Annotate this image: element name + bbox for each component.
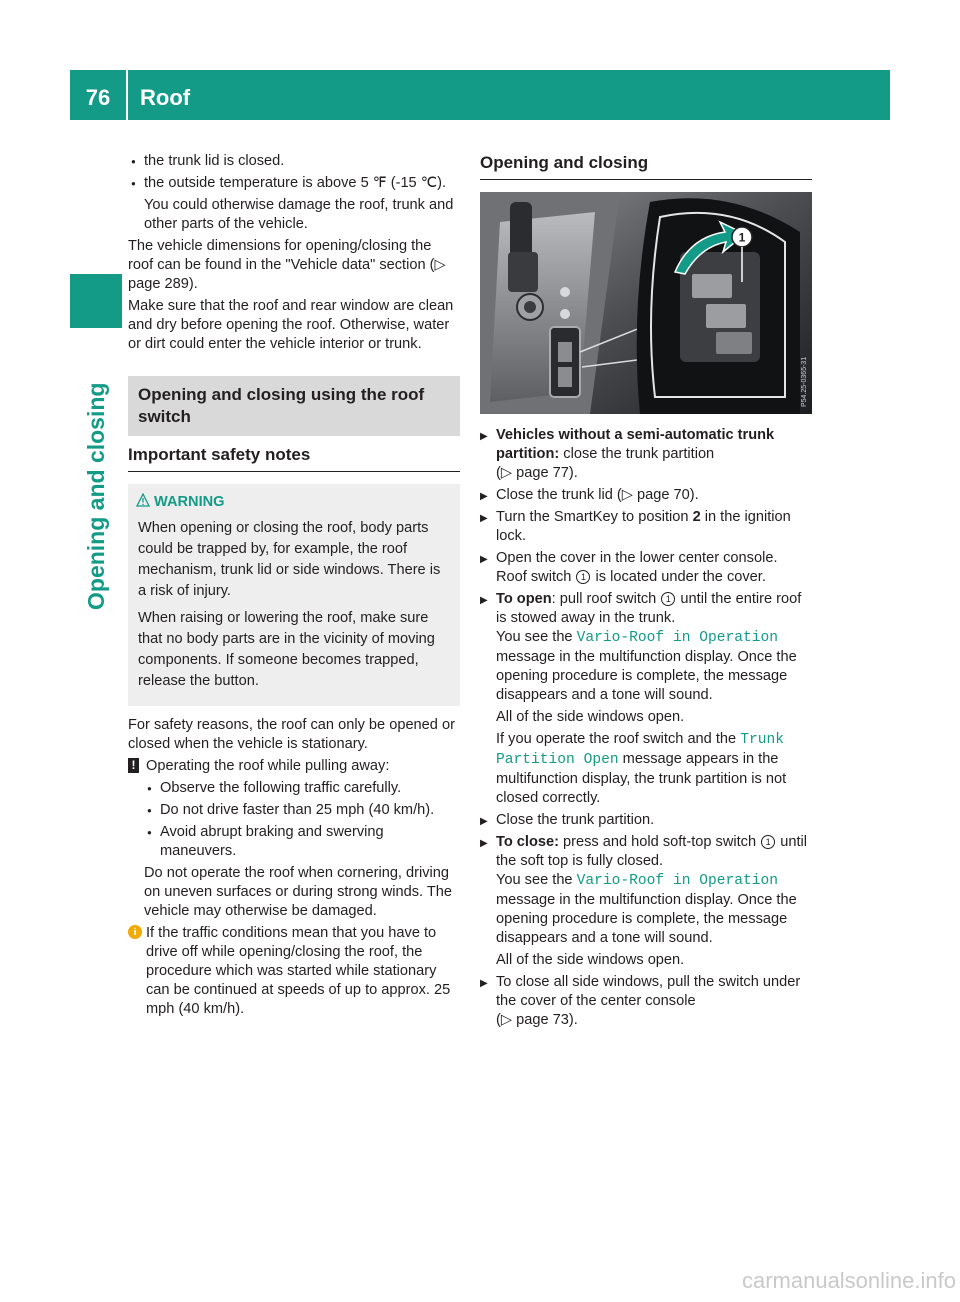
safety-text: For safety reasons, the roof can only be opened or closed when the vehicle is stationary.	[128, 717, 455, 752]
step5-if-b: message appears in the multifunction display, the trunk partition is not closed correctly.	[496, 751, 787, 806]
section-title-roof-switch: Opening and closing using the roof switch	[128, 376, 460, 436]
warning-text-1: When opening or closing the roof, body parts could be trapped by, for example, the roof mechanism, trunk lid or side windows. There is a risk of injury.	[138, 520, 441, 599]
damage-note: You could otherwise damage the roof, trunk and other parts of the vehicle.	[144, 197, 454, 232]
chapter-title: Roof	[140, 85, 191, 110]
step-to-close	[480, 833, 812, 970]
step5-b: until the entire roof is stowed away in the trunk.	[496, 591, 802, 626]
warning-text-2: When raising or lowering the roof, make sure that no body parts are in the vicinity of moving components. If someone becomes trapped, release the button.	[138, 610, 435, 689]
step-close-partition: ▶ Close the trunk partition.	[480, 811, 812, 830]
step-turn-smartkey	[480, 508, 812, 546]
step3-c: in the ignition lock.	[496, 509, 791, 544]
side-tab-marker	[70, 274, 122, 328]
step-to-open	[480, 590, 812, 808]
step5-see: You see the	[496, 629, 577, 645]
page-number: 76	[85, 85, 111, 110]
caution-bullet-traffic: ● Observe the following traffic carefully.	[128, 779, 460, 798]
page-ref-77[interactable]: (▷ page 77).	[496, 465, 578, 481]
warning-box	[128, 484, 460, 706]
caution-bullet-braking: ● Avoid abrupt braking and swerving maneuvers.	[128, 823, 460, 861]
info-icon: i	[128, 925, 142, 939]
step4-a: Open the cover in the lower center console. Roof switch	[496, 550, 778, 585]
subsection-title-safety: Important safety notes	[128, 444, 460, 472]
right-column	[480, 152, 812, 1033]
callout-1-icon: 1	[761, 835, 775, 849]
watermark: carmanualsonline.info	[741, 1268, 956, 1293]
step7-b: until the soft top is fully closed.	[496, 834, 807, 869]
step-close-trunk-lid: ▶ Close the trunk lid (▷ page 70).	[480, 486, 812, 505]
info-note	[128, 924, 460, 1019]
dimensions-sentence: The vehicle dimensions for opening/closing the roof can be found in the "Vehicle data" section	[128, 238, 432, 273]
step-close-side-windows	[480, 973, 812, 1030]
center-console-photo	[480, 192, 812, 414]
callout-1-icon: 1	[576, 570, 590, 584]
warning-label: WARNING	[154, 494, 225, 510]
step7-a: press and hold soft-top switch	[558, 834, 761, 850]
step7-see: You see the	[496, 872, 577, 888]
caution-note	[128, 757, 460, 776]
exclamation-icon: !	[128, 758, 139, 773]
left-column	[128, 152, 460, 1022]
to-open-label: To open	[496, 591, 552, 607]
step7-all-windows: All of the side windows open.	[496, 952, 685, 968]
step5-a: : pull roof switch	[551, 591, 661, 607]
side-tab-label: Opening and closing	[83, 382, 109, 610]
header-divider	[126, 70, 128, 120]
display-message-vario-roof: Vario-Roof in Operation	[576, 630, 779, 646]
header-bar	[70, 70, 890, 120]
step-open-cover	[480, 549, 812, 587]
step8-text: To close all side windows, pull the switch under the cover of the center console	[496, 974, 801, 1009]
step1-text: close the trunk partition	[559, 446, 715, 462]
dimensions-text	[128, 237, 460, 294]
caution-bullet-speed: ● Do not drive faster than 25 mph (40 km/h).	[128, 801, 460, 820]
page-ref-73[interactable]: (▷ page 73).	[496, 1012, 578, 1028]
step4-b: is located under the cover.	[591, 569, 766, 585]
caution-tail: Do not operate the roof when cornering, driving on uneven surfaces or during strong winds. The vehicle may otherwise be damaged.	[144, 865, 453, 919]
page-ref-289[interactable]: (▷ page 289).	[128, 257, 446, 292]
clean-text: Make sure that the roof and rear window are clean and dry before opening the roof. Otherwise, water or dirt could enter the vehicle interior or trunk.	[128, 298, 454, 352]
caution-heading: Operating the roof while pulling away:	[146, 758, 390, 774]
step7-msg: message in the multifunction display. Once the opening procedure is complete, the message disappears and a tone will sound.	[496, 892, 797, 946]
display-message-vario-roof-2: Vario-Roof in Operation	[576, 873, 779, 889]
step5-if	[496, 730, 812, 808]
display-message-trunk-partition: Trunk Partition Open	[496, 732, 784, 768]
to-close-label: To close:	[496, 834, 559, 850]
step3-a: Turn the SmartKey to position	[496, 509, 693, 525]
figure-callout-1: 1	[738, 230, 746, 245]
step5-all-windows: All of the side windows open.	[496, 709, 685, 725]
warning-triangle-icon	[136, 493, 150, 507]
callout-1-icon: 1	[661, 592, 675, 606]
step1-bold: Vehicles without a semi-automatic trunk partition:	[496, 427, 775, 462]
warning-heading	[138, 492, 450, 513]
condition-trunk-closed: ● the trunk lid is closed.	[128, 152, 460, 171]
section-title-opening-closing: Opening and closing	[480, 152, 812, 180]
step5-if-a: If you operate the roof switch and the	[496, 731, 741, 747]
condition-temperature: ● the outside temperature is above 5 ℉ (-15 ℃).	[128, 174, 460, 193]
step5-msg: message in the multifunction display. Once the opening procedure is complete, the message disappears and a tone will sound.	[496, 649, 797, 703]
step3-position: 2	[692, 509, 701, 525]
figure-code: P54.25-0365-31	[801, 356, 808, 407]
info-text: If the traffic conditions mean that you have to drive off while opening/closing the roof, the procedure which was started while stationary can be continued at speeds of up to approx. 25 mph (40 km/h).	[146, 925, 451, 1017]
step-trunk-partition	[480, 426, 812, 483]
